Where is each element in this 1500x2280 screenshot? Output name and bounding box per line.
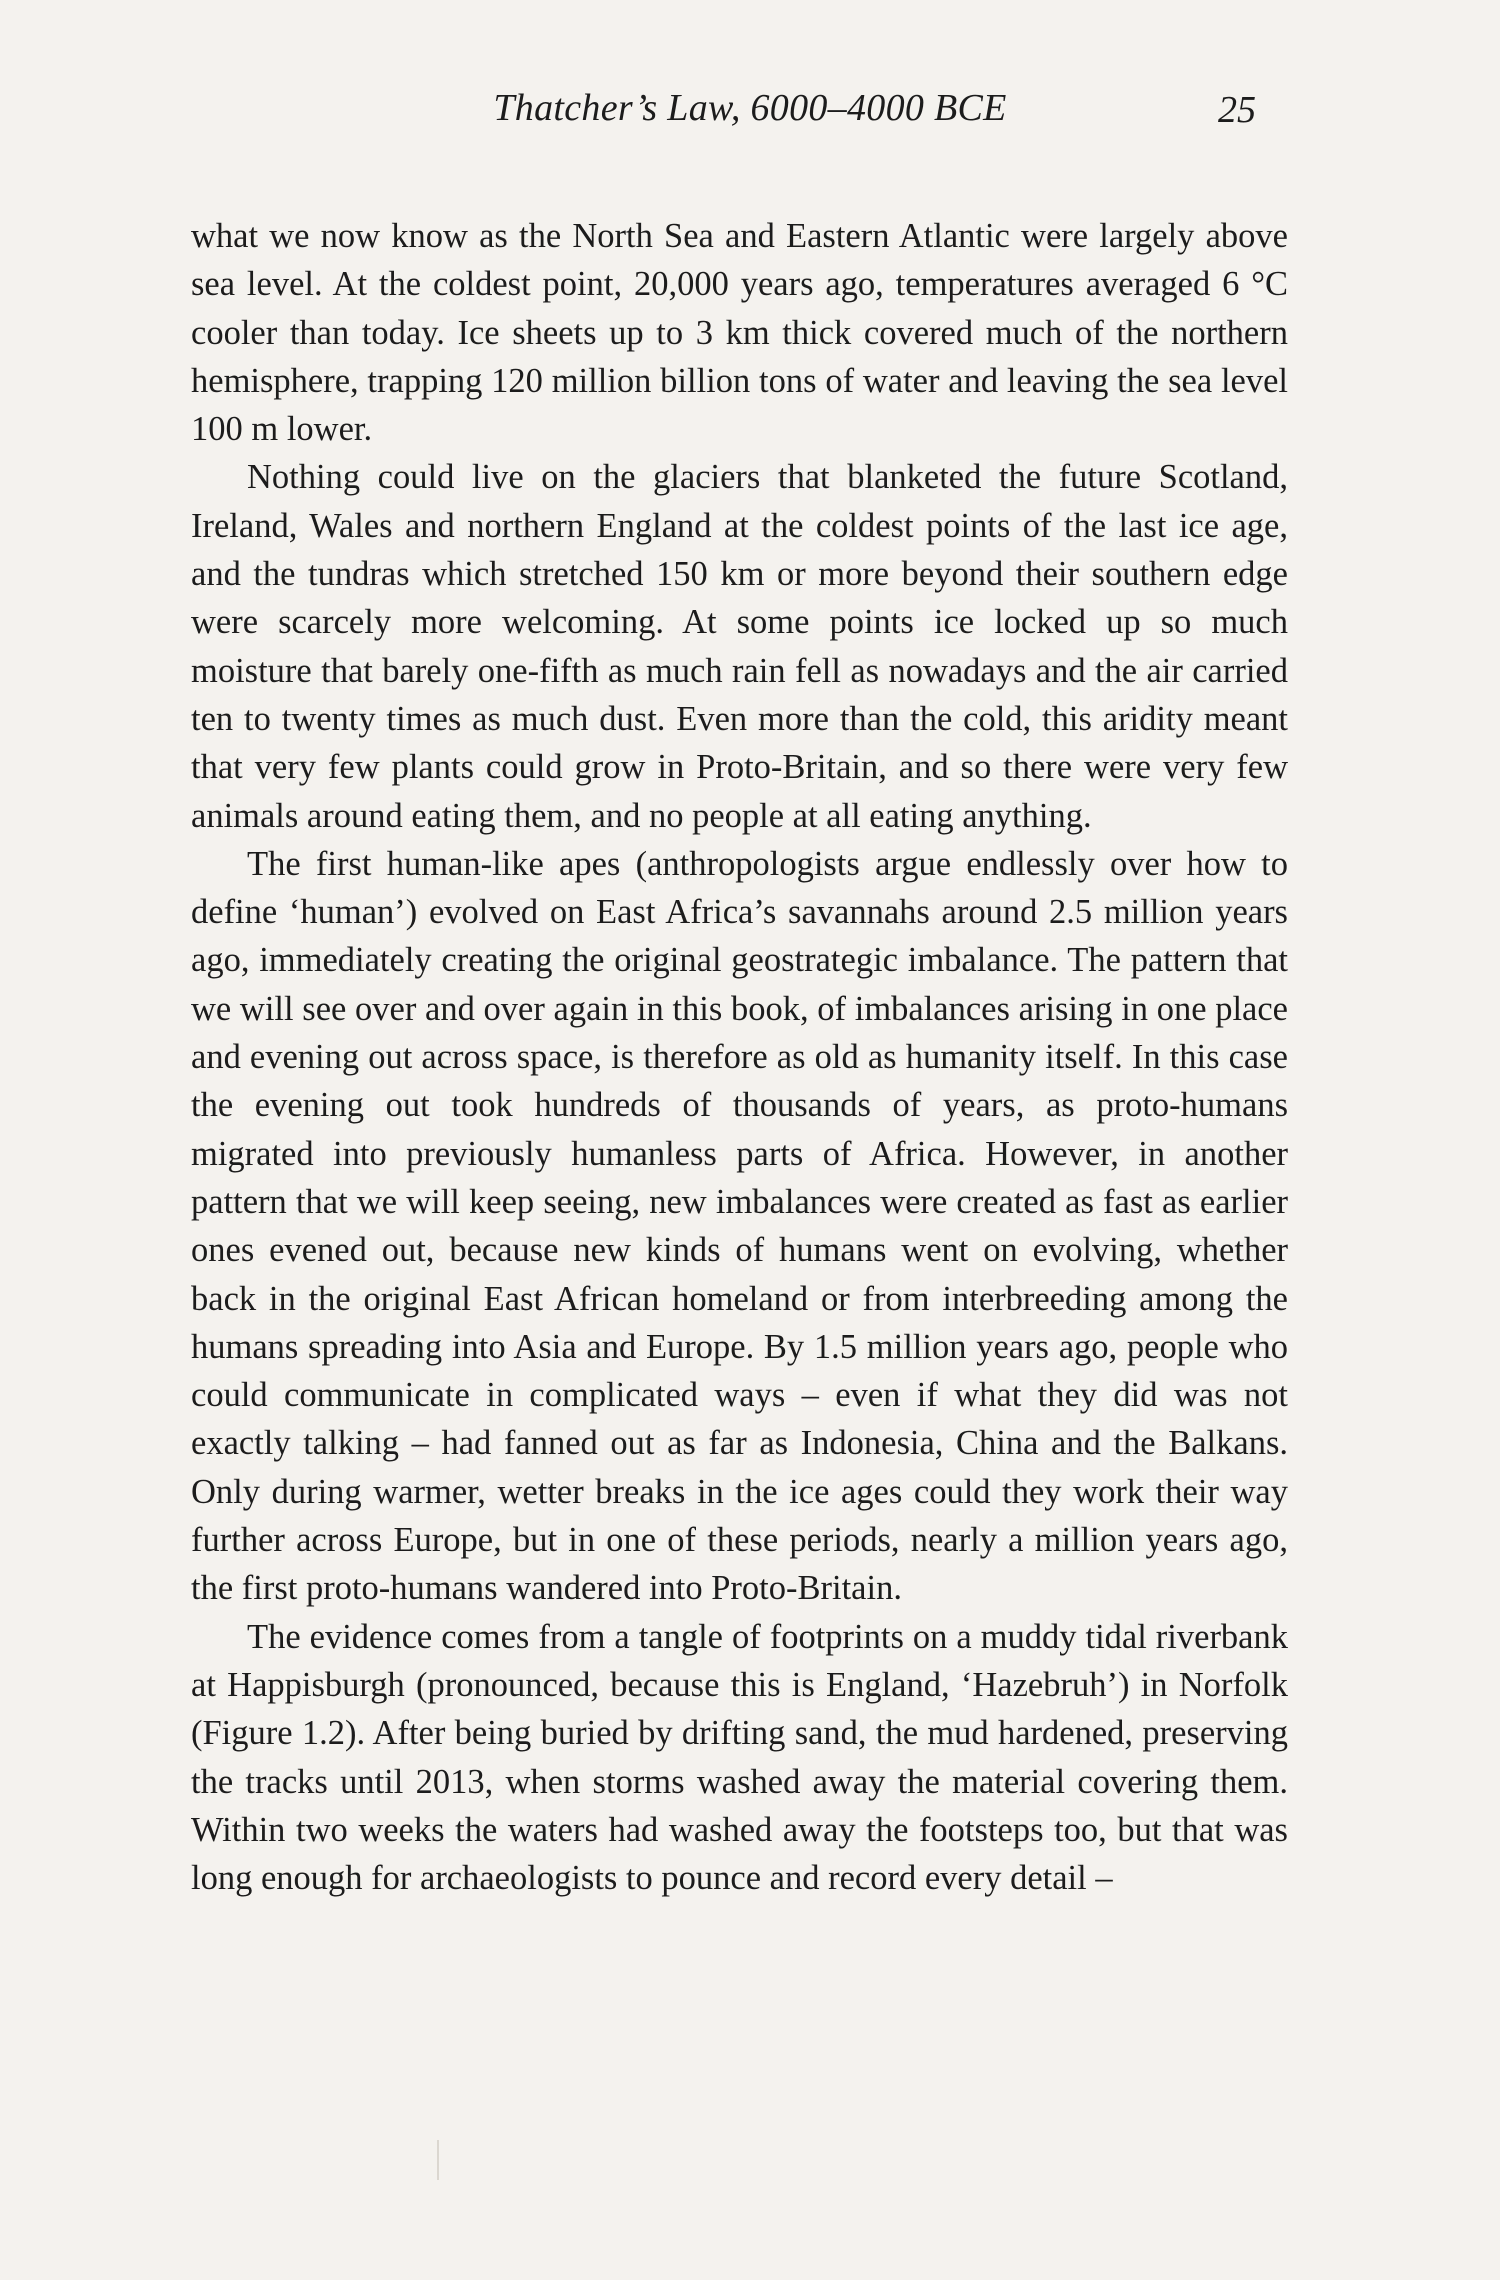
scan-artifact-mark bbox=[437, 2140, 439, 2180]
body-text bbox=[191, 212, 1288, 1902]
paragraph-first-humans: The first human-like apes (anthropologists argue endlessly over how to define ‘human’) evolved on East Africa’s savannahs around 2.5 million years ago, immediately creating the original geostrategic imbalance. The pattern that we will see over and over again in this book, of imbalances arising in one place and evening out across space, is therefore as old as humanity itself. In this case the evening out took hundreds of thousands of years, as proto-humans migrated into previously humanless parts of Africa. However, in another pattern that we will keep seeing, new imbalances were created as fast as earlier ones evened out, because new kinds of humans went on evolving, whether back in the original East African homeland or from interbreeding among the humans spreading into Asia and Europe. By 1.5 million years ago, people who could communicate in complicated ways – even if what they did was not exactly talking – had fanned out as far as Indonesia, China and the Balkans. Only during warmer, wetter breaks in the ice ages could they work their way further across Europe, but in one of these periods, nearly a million years ago, the first proto-humans wandered into Proto-Britain. bbox=[191, 844, 1288, 1608]
running-head-title: Thatcher’s Law, 6000–4000 BCE bbox=[493, 87, 1007, 129]
paragraph-happisburgh-evidence: The evidence comes from a tangle of footprints on a muddy tidal riverbank at Happisburgh (pronounced, because this is England, ‘Hazebruh’) in Norfolk (Figure 1.2). After being buried by drifting sand, the mud hardened, preserving the tracks until 2013, when storms washed away the material covering them. Within two weeks the waters had washed away the footsteps too, but that was long enough for archaeologists to pounce and record every detail – bbox=[191, 1617, 1288, 1898]
page-number: 25 bbox=[1218, 89, 1256, 131]
paragraph-glaciers: Nothing could live on the glaciers that blanketed the future Scotland, Ireland, Wales and northern England at the coldest points of the last ice age, and the tundras which stretched 150 km or more beyond their southern edge were scarcely more welcoming. At some points ice locked up so much moisture that barely one-fifth as much rain fell as nowadays and the air carried ten to twenty times as much dust. Even more than the cold, this aridity meant that very few plants could grow in Proto-Britain, and so there were very few animals around eating them, and no people at all eating anything. bbox=[191, 458, 1288, 835]
paragraph-continued: what we now know as the North Sea and Eastern Atlantic were largely above sea level. At the coldest point, 20,000 years ago, temperatures averaged 6 °C cooler than today. Ice sheets up to 3 km thick covered much of the northern hemisphere, trapping 120 million billion tons of water and leaving the sea level 100 m lower. bbox=[191, 217, 1288, 449]
